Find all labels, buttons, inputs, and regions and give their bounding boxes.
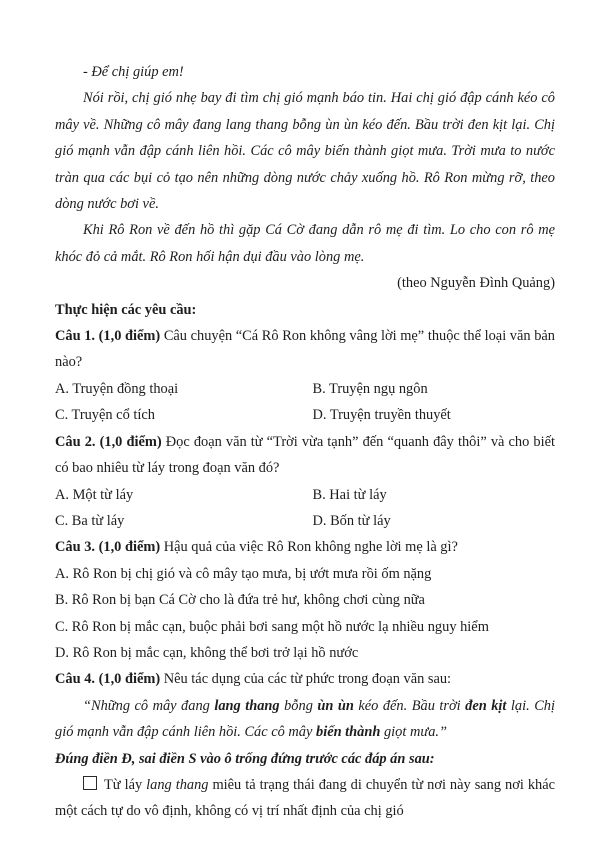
question-4	[55, 666, 555, 824]
question-3-label: Câu 3. (1,0 điểm)	[55, 539, 161, 556]
question-4-quote	[55, 693, 555, 746]
question-1-option-b: B. Truyện ngụ ngôn	[312, 380, 428, 397]
question-1-option-d: D. Truyện truyền thuyết	[312, 407, 451, 424]
question-3-option-c: C. Rô Ron bị mắc cạn, buộc phải bơi sang một hồ nước lạ nhiều nguy hiểm	[55, 618, 489, 635]
question-3-head	[55, 534, 555, 560]
quote-bold-phrase: biến thành	[316, 724, 381, 741]
quote-segment: kéo đến. Bầu trời	[353, 697, 466, 714]
question-2-options	[55, 482, 555, 535]
quote-segment: “Những cô mây đang	[83, 697, 215, 714]
statement-italic-phrase: lang thang	[146, 776, 209, 793]
question-1	[55, 323, 555, 429]
question-1-option-c: C. Truyện cổ tích	[55, 407, 155, 424]
story-paragraph-1: Nói rồi, chị gió nhẹ bay đi tìm chị gió mạnh báo tin. Hai chị gió đập cánh kéo cô mây về. Những cô mây đang lang thang bỗng ùn ùn kéo đến. Bầu trời đen kịt lại. Chị gió mạnh vẫn đập cánh liên hồi. Các cô mây biến thành giọt mưa. Trời mưa to nước tràn qua các bụi cỏ tạo nên những dòng nước chảy xuống hồ. Rô Ron mừng rỡ, theo dòng nước bơi về.	[55, 90, 555, 213]
question-3-text: Hậu quả của việc Rô Ron không nghe lời mẹ là gì?	[160, 539, 458, 556]
story-attribution: (theo Nguyễn Đình Quảng)	[397, 275, 555, 292]
question-2-label: Câu 2. (1,0 điểm)	[55, 433, 162, 450]
question-3-option-a: A. Rô Ron bị chị gió và cô mây tạo mưa, bị ướt mưa rồi ốm nặng	[55, 565, 432, 582]
question-2-option-d: D. Bốn từ láy	[312, 512, 391, 529]
question-3-options	[55, 561, 555, 667]
statement-segment: Từ láy	[104, 776, 147, 793]
question-4-head	[55, 666, 555, 692]
question-1-label: Câu 1. (1,0 điểm)	[55, 328, 161, 345]
question-4-text: Nêu tác dụng của các từ phức trong đoạn văn sau:	[160, 671, 452, 688]
section-heading: Thực hiện các yêu cầu:	[55, 301, 197, 318]
question-3-option-b: B. Rô Ron bị bạn Cá Cờ cho là đứa trẻ hư, không chơi cùng nữa	[55, 592, 425, 609]
question-2-option-a: A. Một từ láy	[55, 486, 134, 503]
question-2-text: Đọc đoạn văn từ “Trời vừa tạnh” đến “quanh đây thôi” và cho biết có bao nhiêu từ láy trong đoạn văn đó?	[55, 433, 555, 477]
statement-segment: miêu tả trạng thái đang di chuyển từ nơi này sang nơi khác một cách tự do vô định, không có vị trí nhất định của chị gió	[55, 776, 556, 820]
question-1-options	[55, 376, 555, 429]
question-3	[55, 534, 555, 666]
question-2-option-c: C. Ba từ láy	[55, 512, 125, 529]
answer-checkbox[interactable]	[83, 776, 97, 790]
question-1-text: Câu chuyện “Cá Rô Ron không vâng lời mẹ” thuộc thể loại văn bản nào?	[55, 328, 555, 371]
question-2	[55, 429, 555, 535]
fill-instruction: Đúng điền Đ, sai điền S vào ô trống đứng trước các đáp án sau:	[55, 750, 435, 767]
quote-bold-phrase: ùn ùn	[317, 697, 354, 714]
statement-line	[55, 772, 555, 825]
question-3-option-d: D. Rô Ron bị mắc cạn, không thể bơi trở lại hồ nước	[55, 644, 359, 661]
story-paragraph-2: Khi Rô Ron về đến hồ thì gặp Cá Cờ đang dẫn rô mẹ đi tìm. Lo cho con rô mẹ khóc đỏ cả mắt. Rô Ron hối hận dụi đầu vào lòng mẹ.	[55, 222, 555, 265]
question-4-label: Câu 4. (1,0 điểm)	[55, 671, 161, 688]
quote-bold-phrase: đen kịt	[465, 697, 507, 714]
quote-bold-phrase: lang thang	[214, 697, 280, 714]
question-2-option-b: B. Hai từ láy	[312, 486, 387, 503]
dialog-line: - Để chị giúp em!	[83, 64, 184, 80]
question-2-head	[55, 429, 555, 482]
quote-segment: giọt mưa.”	[380, 724, 448, 741]
quote-segment: lại. Chị gió mạnh vẫn đập cánh liên hồi. Các cô mây	[55, 697, 555, 741]
quote-segment: bỗng	[279, 697, 318, 714]
question-1-head	[55, 323, 555, 376]
question-1-option-a: A. Truyện đồng thoại	[55, 380, 179, 397]
